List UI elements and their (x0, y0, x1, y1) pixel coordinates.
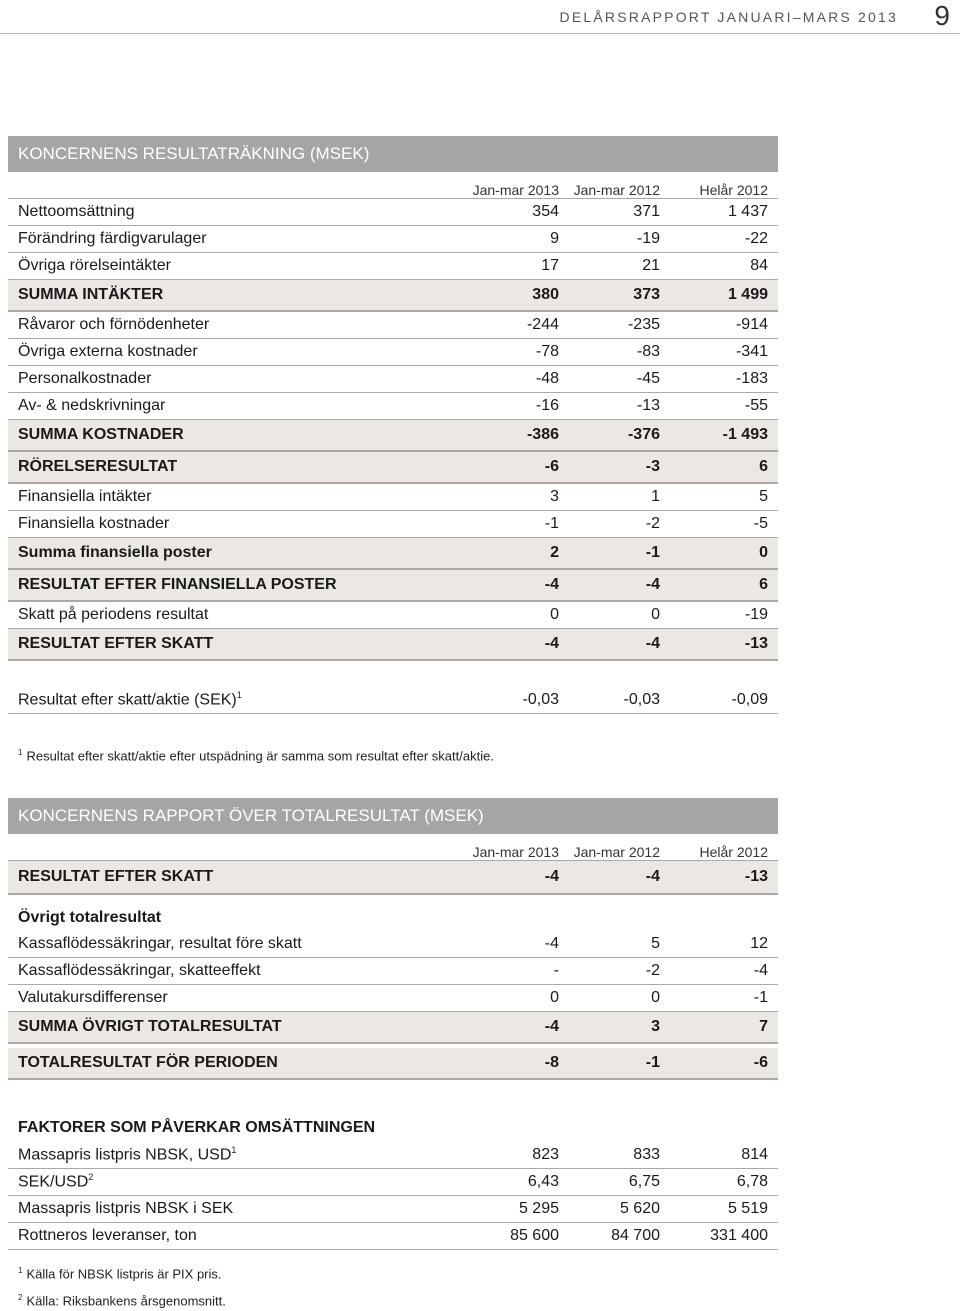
cell: 380 (532, 286, 559, 303)
cell: 2 (550, 544, 559, 561)
row-label: SUMMA INTÄKTER (18, 286, 164, 303)
row-label: Övriga externa kostnader (18, 343, 198, 360)
cell: -3 (645, 458, 660, 475)
table-row (8, 985, 778, 1012)
cell: -83 (636, 343, 660, 360)
row-label: Råvaror och förnödenheter (18, 316, 210, 333)
row-label: Nettoomsättning (18, 203, 135, 220)
table-row (8, 253, 778, 280)
table-row (8, 1169, 778, 1196)
cell: -1 (753, 989, 768, 1006)
sum-other-comprehensive-row (8, 1012, 778, 1044)
cell: 823 (532, 1146, 559, 1163)
cell: 9 (550, 230, 559, 247)
cell: -2 (645, 515, 660, 532)
eps-row (8, 687, 778, 714)
eps-footnote (18, 748, 494, 763)
cell: -16 (535, 397, 559, 414)
row-label: RESULTAT EFTER FINANSIELLA POSTER (18, 576, 337, 593)
cell: 5 (759, 488, 768, 505)
row-label: Kassaflödessäkringar, resultat före skatt (18, 935, 302, 952)
table-row (8, 420, 778, 452)
cell: 12 (750, 935, 768, 952)
table-row (8, 1142, 778, 1169)
table-row (8, 484, 778, 511)
cell: -2 (645, 962, 660, 979)
row-label: Rottneros leveranser, ton (18, 1227, 197, 1244)
column-header: Helår 2012 (699, 844, 768, 860)
cell: -13 (636, 397, 660, 414)
footnote-text: Källa: Riksbankens årsgenomsnitt. (26, 1293, 226, 1309)
footnote-marker: 1 (18, 748, 23, 757)
cell: -78 (535, 343, 559, 360)
cell: -19 (744, 606, 768, 623)
row-label: TOTALRESULTAT FÖR PERIODEN (18, 1054, 278, 1071)
cell: 5 295 (518, 1200, 559, 1217)
cell: -6 (753, 1054, 768, 1071)
cell: 85 600 (510, 1227, 559, 1244)
cell: -5 (753, 515, 768, 532)
table-row (8, 452, 778, 484)
factors-section (8, 1114, 778, 1250)
cell: -376 (627, 426, 660, 443)
row-label: Kassaflödessäkringar, skatteeffekt (18, 962, 261, 979)
row-label: RÖRELSERESULTAT (18, 458, 178, 475)
cell: 331 400 (710, 1227, 768, 1244)
cell: -1 493 (722, 426, 768, 443)
row-label: Övriga rörelseintäkter (18, 257, 171, 274)
total-comprehensive-row (8, 1048, 778, 1080)
cell: -0,09 (731, 691, 768, 708)
cell: -1 (645, 544, 660, 561)
cell: 84 (750, 257, 768, 274)
cell: -4 (544, 935, 559, 952)
footnote-marker: 2 (88, 1172, 94, 1183)
cell: -13 (744, 635, 768, 652)
table-row (8, 629, 778, 661)
cell: 5 (651, 935, 660, 952)
factors-footnote-2 (18, 1293, 226, 1308)
cell: 21 (642, 257, 660, 274)
footnote-marker: 1 (231, 1145, 237, 1156)
row-label: Massapris listpris NBSK, USD (18, 1146, 232, 1164)
cell: -55 (744, 397, 768, 414)
table-row (8, 1196, 778, 1223)
cell: -914 (735, 316, 768, 333)
report-title: DELÅRSRAPPORT JANUARI–MARS 2013 (559, 9, 898, 25)
row-label: Förändring färdigvarulager (18, 230, 207, 247)
cell: -235 (627, 316, 660, 333)
result-after-tax-row (8, 861, 778, 895)
row-label: SEK/USD (18, 1173, 89, 1191)
cell: 0 (651, 606, 660, 623)
cell: - (553, 962, 559, 979)
row-label: Summa finansiella poster (18, 544, 212, 561)
row-label: Finansiella intäkter (18, 488, 152, 505)
column-header: Jan-mar 2013 (472, 182, 559, 198)
row-label: Finansiella kostnader (18, 515, 170, 532)
cell: 84 700 (611, 1227, 660, 1244)
table-row (8, 931, 778, 958)
row-label: Av- & nedskrivningar (18, 397, 166, 414)
cell: 354 (532, 203, 559, 220)
cell: 3 (550, 488, 559, 505)
table-row (8, 393, 778, 420)
row-label: Personalkostnader (18, 370, 152, 387)
cell: -341 (735, 343, 768, 360)
row-label: RESULTAT EFTER SKATT (18, 635, 214, 652)
cell: 833 (633, 1146, 660, 1163)
column-header: Helår 2012 (699, 182, 768, 198)
table-row (8, 1223, 778, 1250)
table-row (8, 226, 778, 253)
table-row (8, 602, 778, 629)
row-label: Valutakursdifferenser (18, 989, 168, 1006)
table-row (8, 958, 778, 985)
comprehensive-column-headers (8, 834, 778, 861)
cell: -4 (544, 576, 559, 593)
cell: -4 (645, 576, 660, 593)
cell: -4 (645, 868, 660, 885)
cell: -48 (535, 370, 559, 387)
page-header (0, 0, 960, 34)
table-row (8, 312, 778, 339)
cell: -4 (645, 635, 660, 652)
income-column-headers (8, 172, 778, 199)
row-label: SUMMA ÖVRIGT TOTALRESULTAT (18, 1018, 282, 1035)
cell: 373 (633, 286, 660, 303)
table-row (8, 339, 778, 366)
cell: -6 (544, 458, 559, 475)
income-statement-title: KONCERNENS RESULTATRÄKNING (MSEK) (8, 136, 778, 172)
comprehensive-title: KONCERNENS RAPPORT ÖVER TOTALRESULTAT (MSEK) (8, 798, 778, 834)
cell: -4 (544, 1018, 559, 1035)
cell: -13 (744, 868, 768, 885)
footnote-text: Källa för NBSK listpris är PIX pris. (26, 1266, 222, 1282)
cell: 5 519 (727, 1200, 768, 1217)
footnote-marker: 2 (18, 1293, 23, 1302)
cell: 814 (741, 1146, 768, 1163)
cell: -1 (544, 515, 559, 532)
footnote-marker: 1 (236, 690, 242, 701)
cell: 1 (651, 488, 660, 505)
cell: -386 (526, 426, 559, 443)
income-statement (8, 136, 778, 714)
cell: -1 (645, 1054, 660, 1071)
row-label: RESULTAT EFTER SKATT (18, 868, 214, 885)
cell: 6 (759, 458, 768, 475)
cell: -4 (544, 868, 559, 885)
cell: -22 (744, 230, 768, 247)
cell: 1 437 (727, 203, 768, 220)
other-comprehensive-heading: Övrigt totalresultat (18, 909, 162, 926)
cell: -4 (753, 962, 768, 979)
cell: -0,03 (623, 691, 660, 708)
row-label: SUMMA KOSTNADER (18, 426, 184, 443)
cell: -4 (544, 635, 559, 652)
row-label: Skatt på periodens resultat (18, 606, 209, 623)
factors-heading: FAKTORER SOM PÅVERKAR OMSÄTTNINGEN (18, 1119, 376, 1136)
table-row (8, 280, 778, 312)
table-row (8, 366, 778, 393)
cell: 6,75 (628, 1173, 660, 1190)
row-label: Massapris listpris NBSK i SEK (18, 1200, 234, 1217)
page-number: 9 (934, 0, 950, 31)
cell: -0,03 (522, 691, 559, 708)
cell: 0 (759, 544, 768, 561)
cell: 0 (651, 989, 660, 1006)
header-divider (0, 33, 960, 34)
column-header: Jan-mar 2012 (573, 182, 660, 198)
cell: -19 (636, 230, 660, 247)
cell: 1 499 (727, 286, 768, 303)
cell: -45 (636, 370, 660, 387)
cell: 0 (550, 989, 559, 1006)
column-header: Jan-mar 2013 (472, 844, 559, 860)
row-label: Resultat efter skatt/aktie (SEK) (18, 691, 237, 709)
cell: 6,78 (736, 1173, 768, 1190)
comprehensive-income (8, 798, 778, 1080)
cell: 5 620 (619, 1200, 660, 1217)
table-row (8, 570, 778, 602)
cell: 17 (541, 257, 559, 274)
column-header: Jan-mar 2012 (573, 844, 660, 860)
cell: -244 (526, 316, 559, 333)
footnote-text: Resultat efter skatt/aktie efter utspädning är samma som resultat efter skatt/aktie. (26, 748, 494, 764)
factors-footnote-1 (18, 1266, 222, 1281)
cell: 371 (633, 203, 660, 220)
footnote-marker: 1 (18, 1266, 23, 1275)
table-row (8, 511, 778, 538)
cell: 7 (759, 1018, 768, 1035)
table-row (8, 199, 778, 226)
cell: 6,43 (527, 1173, 559, 1190)
cell: -183 (735, 370, 768, 387)
cell: 3 (651, 1018, 660, 1035)
cell: 0 (550, 606, 559, 623)
cell: -8 (544, 1054, 559, 1071)
table-row (8, 538, 778, 570)
cell: 6 (759, 576, 768, 593)
